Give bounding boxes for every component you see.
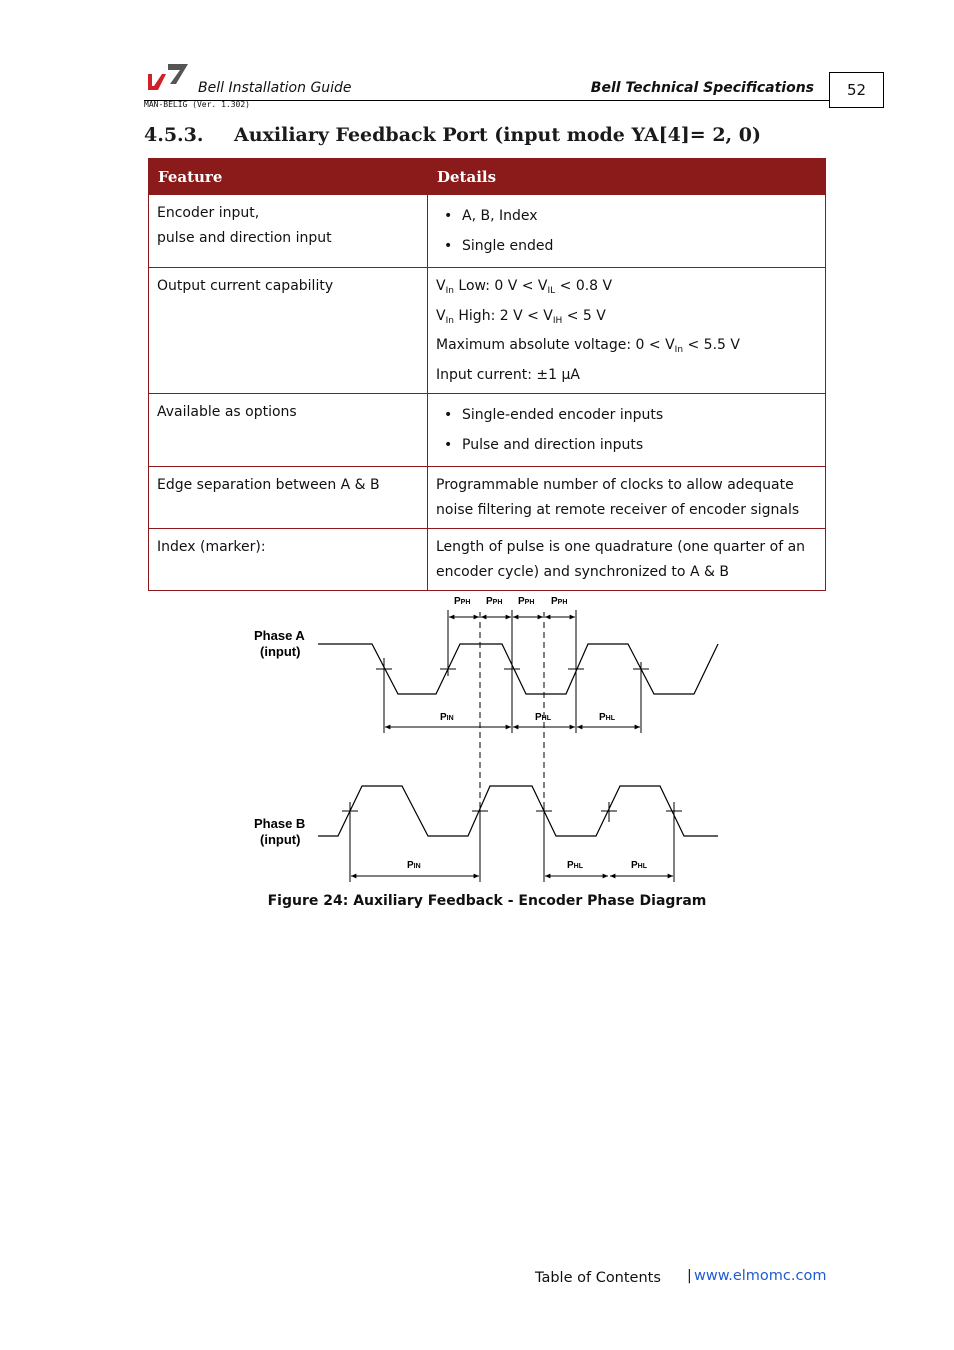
details-cell	[428, 195, 826, 268]
pph-label: PPH	[454, 596, 471, 607]
detail-line: Input current: ±1 µA	[436, 366, 580, 383]
feature-cell: Edge separation between A & B	[149, 467, 428, 529]
phl-label: PHL	[631, 860, 648, 871]
detail-line: Maximum absolute voltage: $0 < V_{In} < 5.5$ V	[436, 337, 740, 355]
phase-b-waveform	[318, 786, 718, 836]
guide-title: Bell Installation Guide	[198, 80, 352, 96]
section-title: Auxiliary Feedback Port (input mode YA[4]= 2, 0)	[234, 124, 761, 146]
version-label: MAN-BELIG (Ver. 1.302)	[144, 100, 250, 109]
phl-label: PHL	[599, 712, 616, 723]
col-header-feature: Feature	[149, 159, 428, 195]
phase-b-sublabel: (input)	[260, 832, 301, 847]
pph-label: PPH	[486, 596, 503, 607]
phase-a-label: Phase A	[254, 628, 305, 643]
list-item: • A, B, Index	[462, 201, 817, 231]
section-number: 4.5.3.	[144, 124, 204, 146]
feature-cell: Output current capability	[149, 268, 428, 394]
details-cell	[428, 467, 826, 529]
detail-line: noise filtering at remote receiver of encoder signals	[436, 501, 800, 518]
feature-cell: Available as options	[149, 394, 428, 467]
table-header-row	[149, 159, 826, 195]
list-item: • Single-ended encoder inputs	[462, 400, 817, 430]
table-row	[149, 195, 826, 268]
list-item: • Single ended	[462, 231, 817, 261]
details-cell	[428, 394, 826, 467]
table-row	[149, 394, 826, 467]
pin-label: PIN	[440, 712, 454, 723]
section-heading	[144, 124, 761, 146]
pph-label: PPH	[518, 596, 535, 607]
detail-line: $V_{In}$ Low: 0 $V < V_{IL} < 0.8$ V	[436, 278, 613, 296]
phase-b-label: Phase B	[254, 816, 306, 831]
table-row	[149, 268, 826, 394]
detail-line: Programmable number of clocks to allow adequate	[436, 477, 794, 493]
bullet-list	[436, 400, 817, 460]
bullet-list	[436, 201, 817, 261]
table-of-contents-link[interactable]: Table of Contents	[535, 1270, 661, 1286]
figure-caption: Figure 24: Auxiliary Feedback - Encoder Phase Diagram	[267, 893, 707, 909]
detail-line: $V_{In}$ High: 2 $V < V_{IH} < 5$ V	[436, 307, 606, 326]
feature-text: pulse and direction input	[157, 229, 332, 246]
page-number: 52	[829, 72, 884, 108]
elmo-logo	[146, 62, 190, 92]
phl-label: PHL	[535, 712, 552, 723]
pph-label: PPH	[551, 596, 568, 607]
col-header-details: Details	[428, 159, 826, 195]
footer-separator: |	[687, 1268, 692, 1284]
table-row	[149, 467, 826, 529]
header-section-title: Bell Technical Specifications	[590, 80, 814, 96]
website-link[interactable]: www.elmomc.com	[694, 1268, 827, 1284]
list-item: • Pulse and direction inputs	[462, 430, 817, 460]
details-cell	[428, 268, 826, 394]
feature-cell: Index (marker):	[149, 529, 428, 591]
feature-cell	[149, 195, 428, 268]
pin-label: PIN	[407, 860, 421, 871]
phase-a-sublabel: (input)	[260, 644, 301, 659]
encoder-phase-diagram	[0, 580, 954, 890]
detail-line: encoder cycle) and synchronized to A & B	[436, 563, 729, 580]
phl-label: PHL	[567, 860, 584, 871]
feature-table	[148, 158, 826, 591]
feature-text: Encoder input,	[157, 205, 260, 221]
detail-line: Length of pulse is one quadrature (one quarter of an	[436, 539, 806, 555]
